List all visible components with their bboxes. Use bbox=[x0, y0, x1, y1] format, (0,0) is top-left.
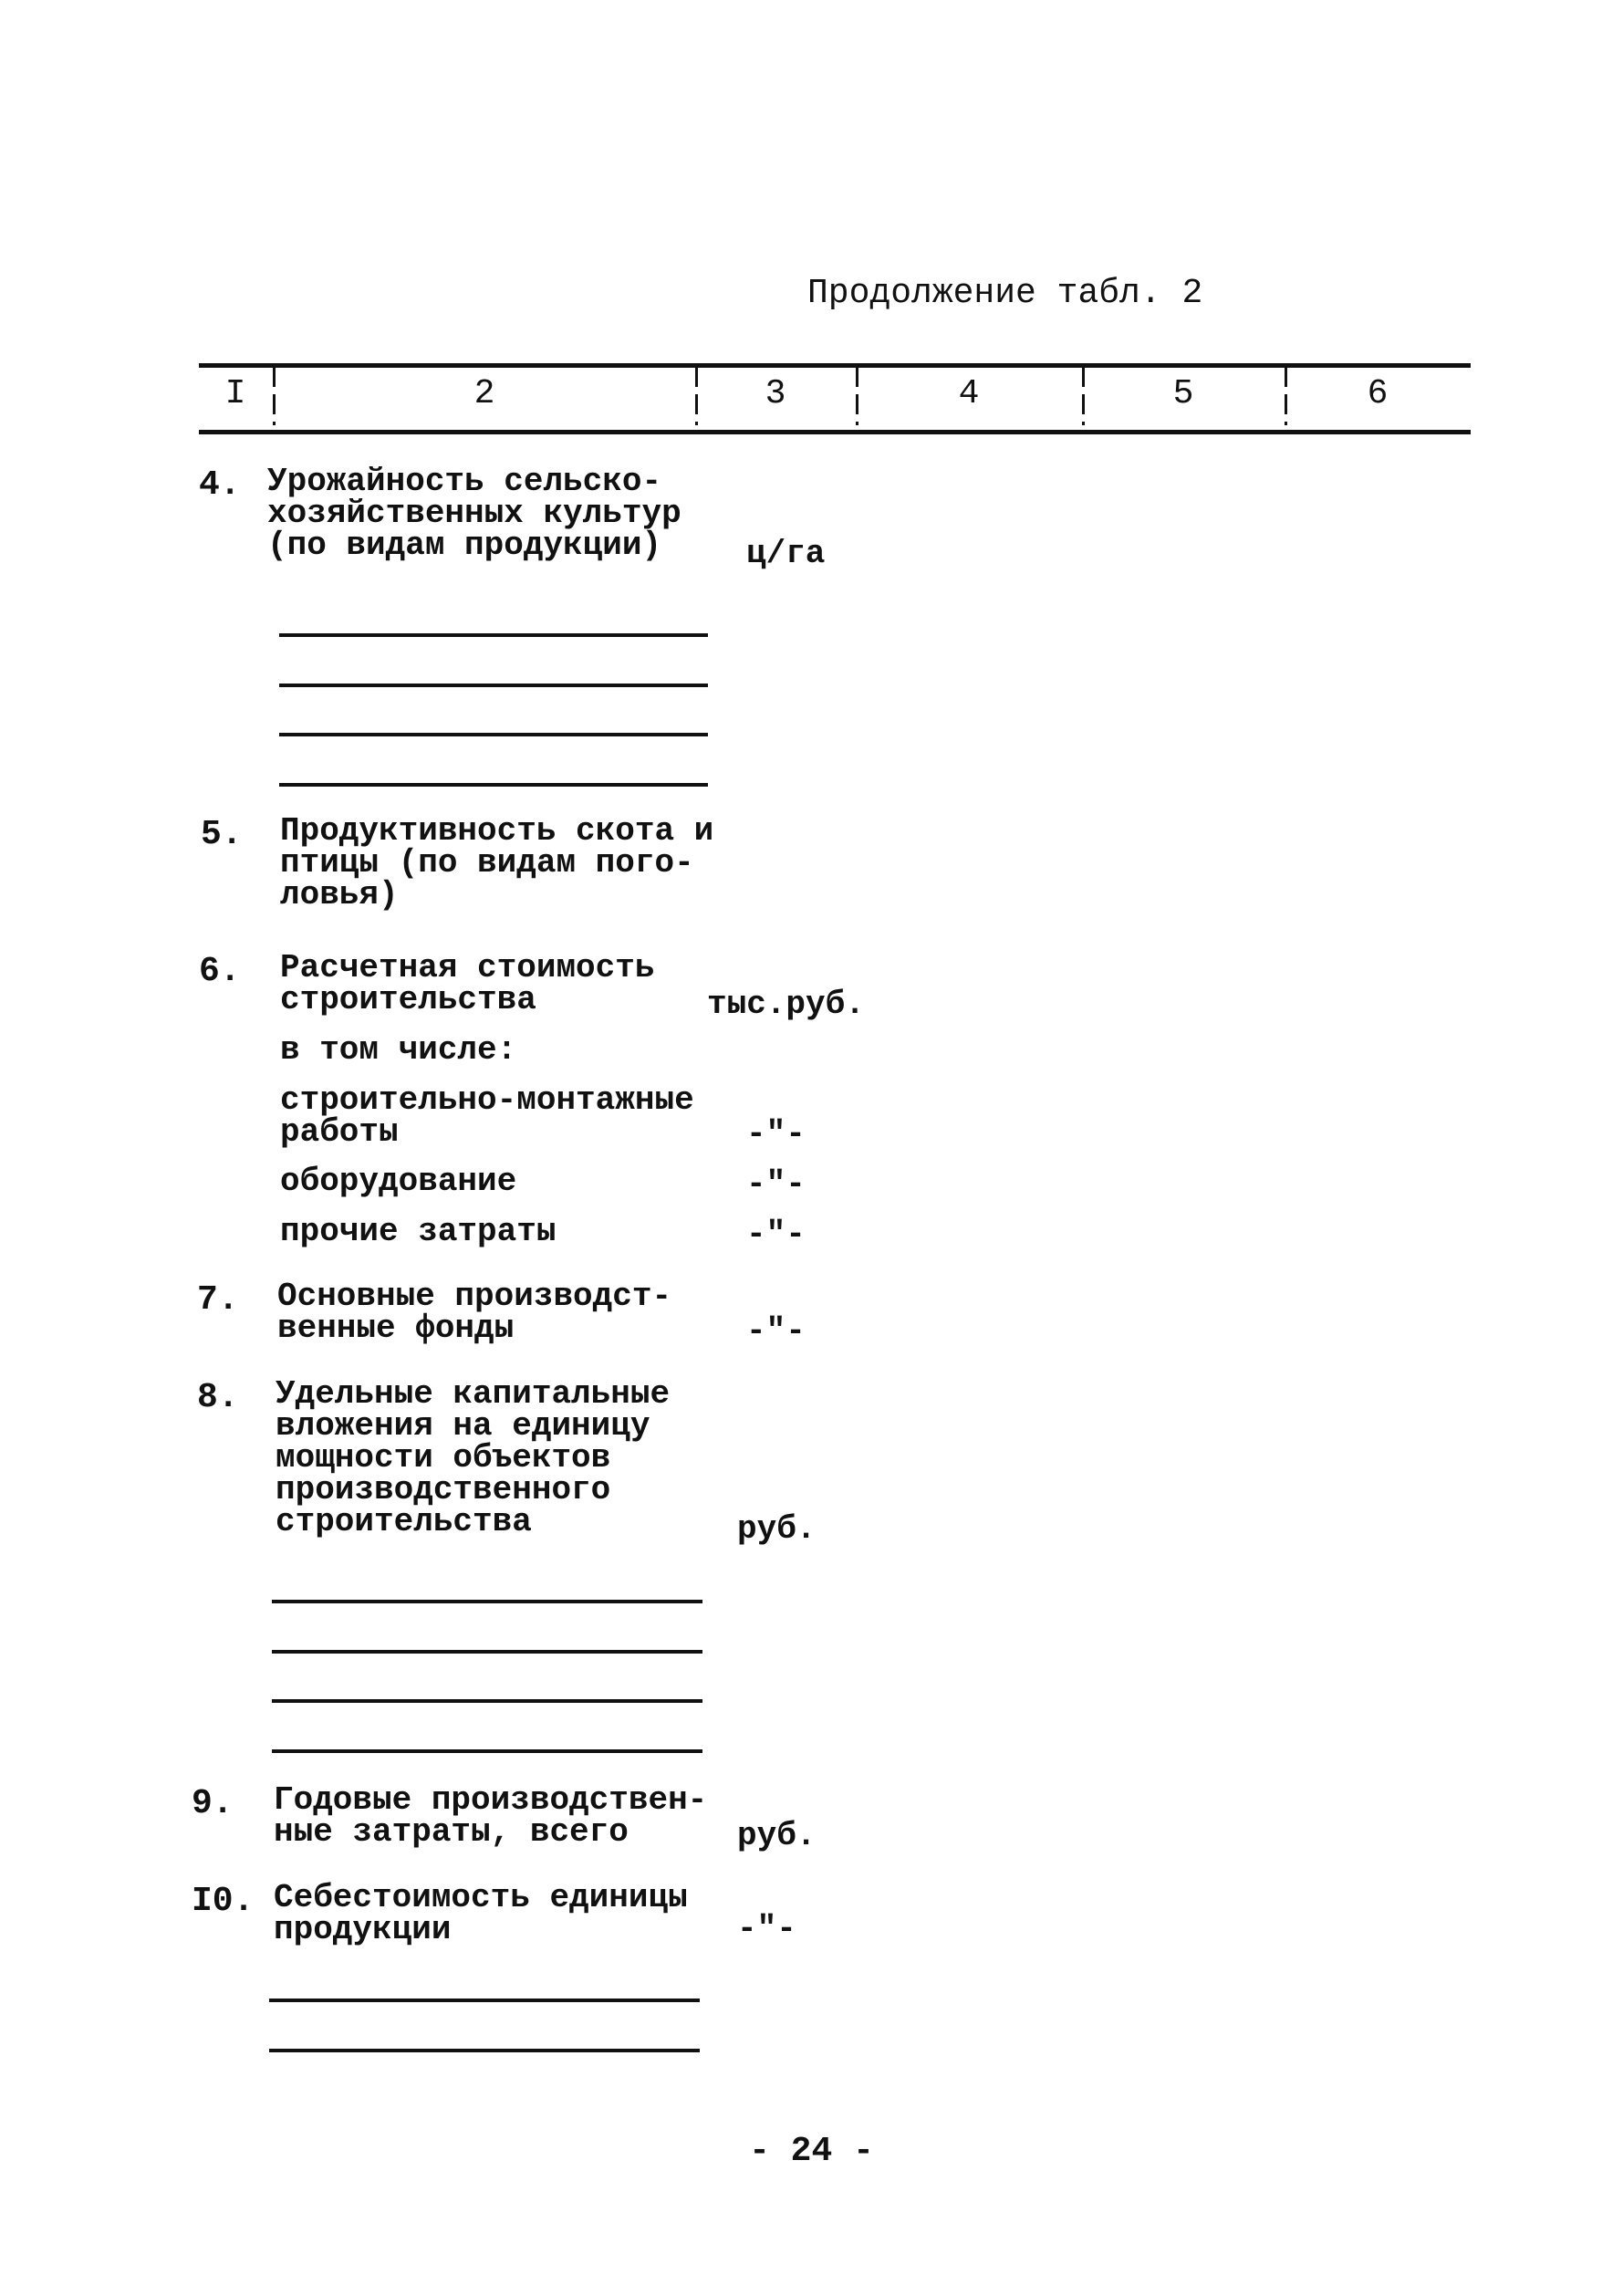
row-unit: -"- bbox=[746, 1165, 806, 1203]
column-header-3: 3 bbox=[765, 374, 786, 413]
blank-fill-line bbox=[272, 1650, 702, 1654]
blank-fill-line bbox=[272, 1749, 702, 1753]
row-number: 6. bbox=[199, 952, 241, 991]
row-number: I0. bbox=[192, 1882, 255, 1921]
blank-fill-line bbox=[269, 2049, 700, 2052]
row-number: 4. bbox=[199, 465, 241, 505]
row-number: 8. bbox=[197, 1378, 239, 1417]
column-separator bbox=[695, 367, 698, 425]
row-text: Годовые производствен- ные затраты, всего bbox=[274, 1781, 708, 1851]
column-header-1: I bbox=[224, 374, 246, 413]
column-header-6: 6 bbox=[1367, 374, 1389, 413]
column-header-2: 2 bbox=[473, 374, 495, 413]
blank-fill-line bbox=[279, 733, 708, 736]
row-unit: -"- bbox=[746, 1216, 806, 1253]
page-number: - 24 - bbox=[749, 2132, 874, 2171]
row-text: Себестоимость единицы продукции bbox=[274, 1879, 688, 1948]
row-unit: ц/га bbox=[746, 535, 826, 572]
row-unit: -"- bbox=[746, 1115, 806, 1153]
row-unit: руб. bbox=[737, 1817, 817, 1854]
row-text: прочие затраты bbox=[280, 1213, 557, 1250]
blank-fill-line bbox=[272, 1699, 702, 1703]
row-text: Продуктивность скота и птицы (по видам пого- ловья) bbox=[280, 812, 714, 913]
column-separator bbox=[856, 367, 858, 425]
header-bottom-rule bbox=[199, 430, 1471, 434]
blank-fill-line bbox=[272, 1600, 702, 1603]
row-text: Удельные капитальные вложения на единицу мощности объектов производственного строительства bbox=[276, 1375, 671, 1540]
table-caption: Продолжение табл. 2 bbox=[807, 274, 1203, 313]
blank-fill-line bbox=[279, 783, 708, 787]
row-text: строительно-монтажные работы bbox=[280, 1081, 694, 1151]
row-number: 9. bbox=[192, 1784, 234, 1823]
blank-fill-line bbox=[279, 684, 708, 687]
column-separator bbox=[1285, 367, 1287, 425]
row-unit: тыс.руб. bbox=[707, 986, 865, 1023]
column-separator bbox=[273, 367, 276, 425]
row-text: оборудование bbox=[280, 1163, 517, 1200]
header-top-rule bbox=[199, 363, 1471, 368]
row-text: Основные производст- венные фонды bbox=[277, 1278, 672, 1347]
row-number: 7. bbox=[197, 1280, 239, 1320]
column-header-4: 4 bbox=[958, 374, 980, 413]
row-text: Урожайность сельско- хозяйственных культур (по видам продукции) bbox=[267, 463, 681, 564]
row-number: 5. bbox=[201, 815, 243, 854]
row-unit: -"- bbox=[737, 1910, 796, 1947]
row-text: Расчетная стоимость строительства bbox=[280, 949, 655, 1018]
column-separator bbox=[1082, 367, 1085, 425]
row-unit: -"- bbox=[746, 1312, 806, 1350]
row-text: в том числе: bbox=[280, 1031, 517, 1069]
row-unit: руб. bbox=[737, 1510, 817, 1548]
blank-fill-line bbox=[269, 1999, 700, 2002]
blank-fill-line bbox=[279, 633, 708, 637]
column-header-5: 5 bbox=[1172, 374, 1194, 413]
